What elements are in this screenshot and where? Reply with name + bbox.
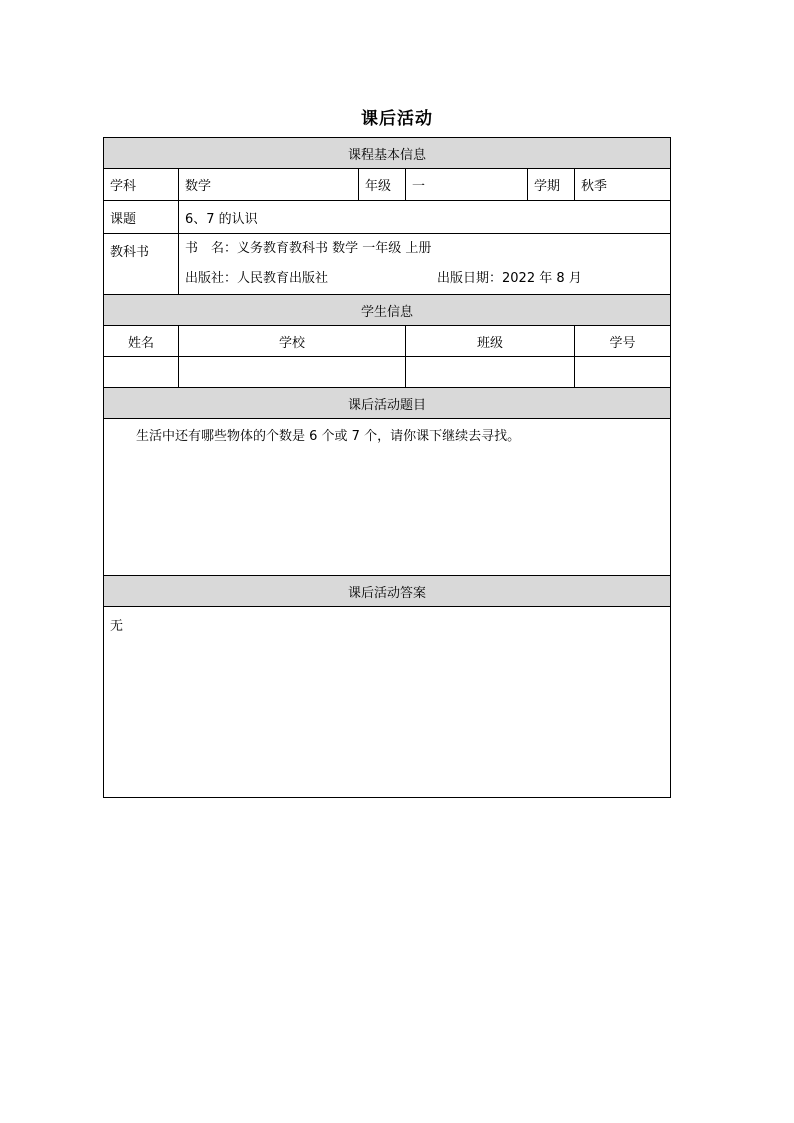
student-name-header: 姓名 xyxy=(104,326,179,357)
subject-value: 数学 xyxy=(179,169,359,201)
section-header-activity-answer: 课后活动答案 xyxy=(104,576,671,607)
student-school-cell[interactable] xyxy=(179,357,406,388)
book-name: 书 名：义务教育教科书 数学 一年级 上册 xyxy=(185,241,432,256)
student-class-header: 班级 xyxy=(406,326,575,357)
textbook-label: 教科书 xyxy=(104,234,179,295)
section-header-activity-question: 课后活动题目 xyxy=(104,388,671,419)
term-label: 学期 xyxy=(528,169,575,201)
activity-table xyxy=(103,137,671,798)
basic-info-row xyxy=(104,169,671,201)
topic-row xyxy=(104,201,671,234)
section-header-basic-info: 课程基本信息 xyxy=(104,138,671,169)
student-id-cell[interactable] xyxy=(575,357,671,388)
document-title: 课后活动 xyxy=(361,109,433,129)
student-class-cell[interactable] xyxy=(406,357,575,388)
topic-value: 6、7 的认识 xyxy=(179,201,671,234)
grade-value: 一 xyxy=(406,169,528,201)
student-name-cell[interactable] xyxy=(104,357,179,388)
textbook-details xyxy=(179,234,671,295)
publisher-line xyxy=(179,264,670,294)
question-row xyxy=(104,419,671,576)
term-value: 秋季 xyxy=(575,169,671,201)
student-entry-row xyxy=(104,357,671,388)
student-id-header: 学号 xyxy=(575,326,671,357)
answer-row xyxy=(104,607,671,798)
textbook-row xyxy=(104,234,671,295)
grade-label: 年级 xyxy=(359,169,406,201)
section-header-student-info: 学生信息 xyxy=(104,295,671,326)
activity-answer-text: 无 xyxy=(104,607,671,798)
student-school-header: 学校 xyxy=(179,326,406,357)
publish-date: 出版日期：2022 年 8 月 xyxy=(437,271,582,286)
subject-label: 学科 xyxy=(104,169,179,201)
student-header-row xyxy=(104,326,671,357)
activity-question-text: 生活中还有哪些物体的个数是 6 个或 7 个，请你课下继续去寻找。 xyxy=(104,419,671,576)
publisher: 出版社：人民教育出版社 xyxy=(185,271,329,286)
topic-label: 课题 xyxy=(104,201,179,234)
